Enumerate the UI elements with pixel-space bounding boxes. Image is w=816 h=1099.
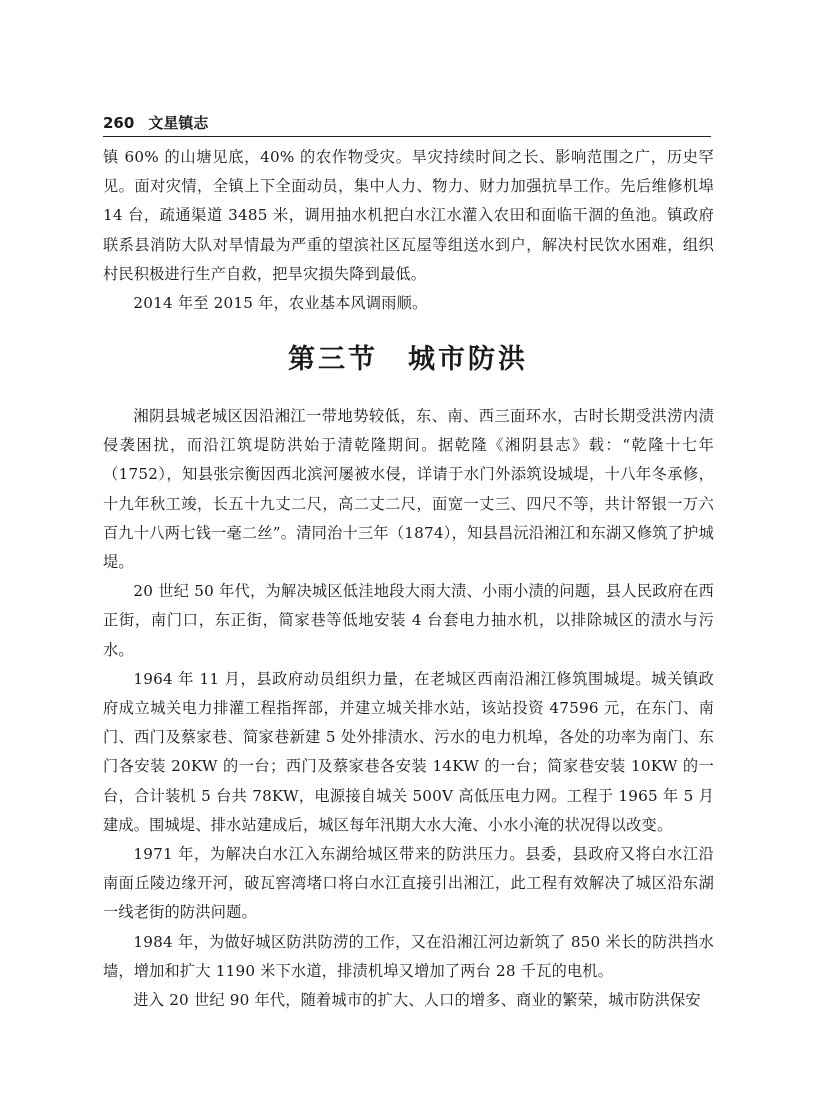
paragraph: 1971 年，为解决白水江入东湖给城区带来的防洪压力。县委，县政府又将白水江沿南面丘陵边缘开河，破瓦窖湾堵口将白水江直接引出湘江，此工程有效解决了城区沿东湖一线老街的防洪问题。	[103, 845, 714, 922]
paragraph: 2014 年至 2015 年，农业基本风调雨顺。	[133, 294, 428, 313]
page-number: 260	[103, 114, 135, 132]
paragraph: 镇 60% 的山塘见底，40% 的农作物受灾。旱灾持续时间之长、影响范围之广，历史罕见。面对灾情，全镇上下全面动员，集中人力、物力、财力加强抗旱工作。先后维修机埠 14 台，疏通渠道 3485 米，调用抽水机把白水江水灌入农田和面临干涸的鱼池。镇政府联系县消防大队对旱情最为严重的望滨社区瓦屋等组送水到户，解决村民饮水困难，组织村民积极进行生产自救，把旱灾损失降到最低。	[103, 148, 714, 283]
paragraph: 湘阴县城老城区因沿湘江一带地势较低，东、南、西三面环水，古时长期受洪涝内渍侵袭困扰，而沿江筑堤防洪始于清乾隆期间。据乾隆《湘阴县志》载：“乾隆十七年（1752），知县张宗衡因西北滨河屡被水侵，详请于水门外添筑设城堤，十八年冬承修，十九年秋工竣，长五十九丈二尺，高二丈二尺，面宽一丈三、四尺不等，共计帑银一万六百九十八两七钱一毫二丝”。清同治十三年（1874），知县昌沅沿湘江和东湖又修筑了护城堤。	[103, 407, 714, 572]
section-title	[0, 340, 816, 380]
section-name: 城市防洪	[408, 344, 528, 375]
paragraph: 1984 年，为做好城区防洪防涝的工作，又在沿湘江河边新筑了 850 米长的防洪挡水墙，增加和扩大 1190 米下水道，排渍机埠又增加了两台 28 千瓦的电机。	[103, 932, 714, 980]
paragraph: 进入 20 世纪 90 年代，随着城市的扩大、人口的增多、商业的繁荣，城市防洪保安	[133, 991, 701, 1010]
paragraph: 20 世纪 50 年代，为解决城区低洼地段大雨大渍、小雨小渍的问题，县人民政府在西正街，南门口，东正街，简家巷等低地安装 4 台套电力抽水机，以排除城区的渍水与污水。	[103, 582, 714, 659]
body-text-before	[103, 143, 714, 318]
page-header	[103, 112, 711, 137]
paragraph: 1964 年 11 月，县政府动员组织力量，在老城区西南沿湘江修筑围城堤。城关镇政府成立城关电力排灌工程指挥部，并建立城关排水站，该站投资 47596 元，在东门、南门、西门及蔡家巷、简家巷新建 5 处外排渍水、污水的电力机埠，各处的功率为南门、东门各安装 20KW 的一台；西门及蔡家巷各安装 14KW 的一台；简家巷安装 10KW 的一台，合计装机 5 台共 78KW，电源接自城关 500V 高低压电力网。工程于 1965 年 5 月建成。围城堤、排水站建成后，城区每年汛期大水大淹、小水小淹的状况得以改变。	[103, 669, 714, 834]
section-number: 第三节	[288, 344, 378, 375]
body-text-after	[103, 402, 714, 1015]
book-title: 文星镇志	[148, 114, 209, 132]
